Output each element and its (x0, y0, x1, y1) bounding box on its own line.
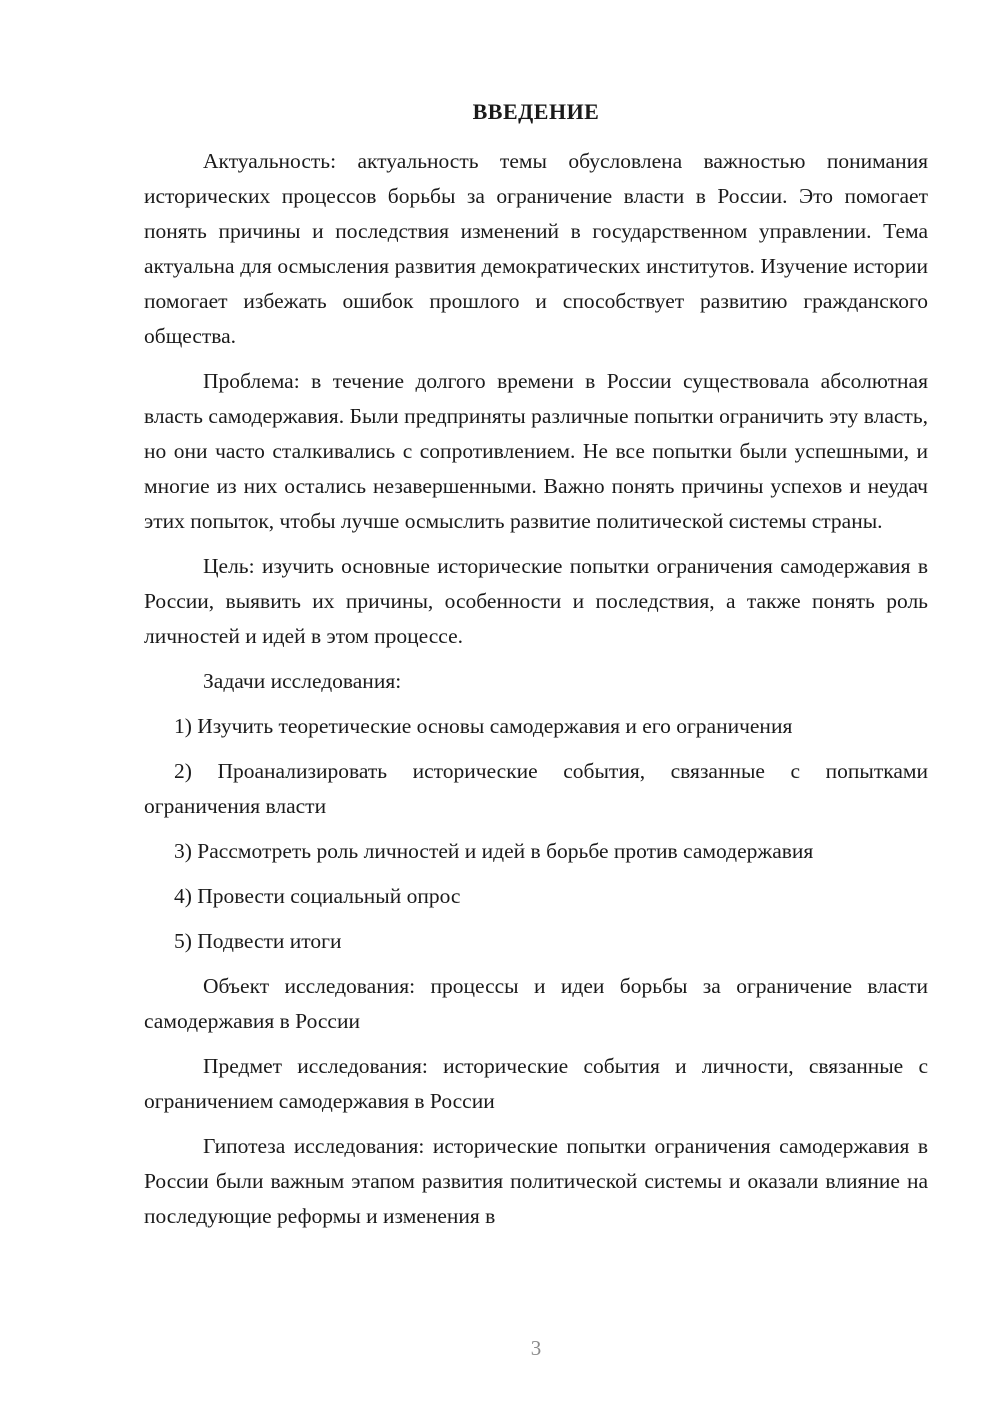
document-page (144, 0, 928, 1414)
paragraph-subject: Предмет исследования: исторические события и личности, связанные с ограничением самодержавия в России (144, 1054, 928, 1113)
section-title: ВВЕДЕНИЕ (472, 99, 600, 124)
page-number: 3 (530, 1336, 542, 1360)
task-item: 3) Рассмотреть роль личностей и идей в борьбе против самодержавия (174, 839, 814, 863)
task-item: 5) Подвести итоги (174, 929, 342, 953)
paragraph-hypothesis: Гипотеза исследования: исторические попытки ограничения самодержавия в России были важным этапом развития политической системы и оказали влияние на последующие реформы и изменения в (144, 1134, 928, 1228)
task-item: 2) Проанализировать исторические события, связанные с попытками ограничения власти (144, 759, 928, 818)
task-item: 1) Изучить теоретические основы самодержавия и его ограничения (174, 714, 793, 738)
task-item: 4) Провести социальный опрос (174, 884, 461, 908)
paragraph-object: Объект исследования: процессы и идеи борьбы за ограничение власти самодержавия в России (144, 974, 928, 1033)
paragraph-relevance: Актуальность: актуальность темы обусловлена важностью понимания исторических процессов борьбы за ограничение власти в России. Это помогает понять причины и последствия изменений в государственном управлении. Тема актуальна для осмысления развития демократических институтов. Изучение истории помогает избежать ошибок прошлого и способствует развитию гражданского общества. (144, 149, 928, 348)
body-text (144, 144, 928, 1244)
paragraph-goal: Цель: изучить основные исторические попытки ограничения самодержавия в России, выявить их причины, особенности и последствия, а также понять роль личностей и идей в этом процессе. (144, 554, 928, 648)
paragraph-problem: Проблема: в течение долгого времени в России существовала абсолютная власть самодержавия. Были предприняты различные попытки ограничить эту власть, но они часто сталкивались с сопротивлением. Не все попытки были успешными, и многие из них остались незавершенными. Важно понять причины успехов и неудач этих попыток, чтобы лучше осмыслить развитие политической системы страны. (144, 369, 928, 533)
paragraph-tasks-heading: Задачи исследования: (203, 669, 402, 693)
